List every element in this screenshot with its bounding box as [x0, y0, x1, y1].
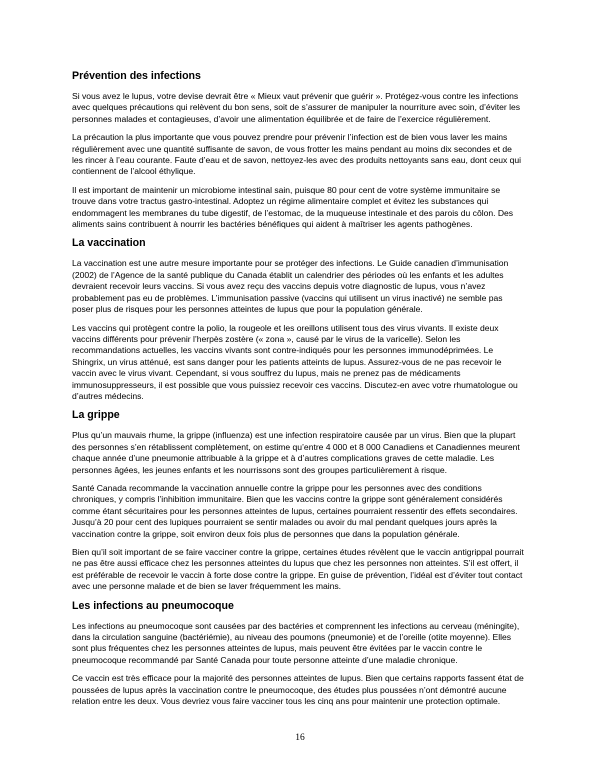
section-heading: Les infections au pneumocoque: [72, 599, 234, 612]
paragraph: La précaution la plus importante que vous pouvez prendre pour prévenir l’infection est de bien vous laver les mains régulièrement avec une quantité suffisante de savon, de vous frotter les mains pendant au moins dix secondes et de les rincer à l’eau courante. Faute d’eau et de savon, nettoyez-les avec des produits nettoyants sans eau, dont ceux qui contiennent de l’alcool éthylique.: [72, 132, 522, 177]
section-heading: La vaccination: [72, 237, 146, 250]
paragraph: Les vaccins qui protègent contre la polio, la rougeole et les oreillons utilisent tous des virus vivants. Il existe deux vaccins différents pour prévenir l’herpès zostère (« zona », causé par le virus de la varicelle). Selon les recommandations actuelles, les vaccins vivants sont contre-indiqués pour les personnes immunodéprimées. Le Shingrix, un virus atténué, est sans danger pour les patients atteints de lupus. Assurez-vous de ne pas recevoir le vaccin avec le virus vivant. Cependant, si vous souffrez du lupus, mais ne prenez pas de médicaments immunosuppresseurs, il est possible que vous puissiez recevoir ces vaccins. Discutez-en avec votre rhumatologue ou d’autres médecins.: [72, 322, 518, 401]
section-vaccination: [72, 237, 524, 402]
section-heading: La grippe: [72, 409, 120, 422]
section-infection-prevention: [72, 70, 524, 230]
paragraph: Plus qu’un mauvais rhume, la grippe (influenza) est une infection respiratoire causée par un virus. Bien que la plupart des personnes s’en rétablissent complètement, on estime qu’entre 4 000 et 8 000 Canadiens et Canadiennes meurent chaque année d’une pneumonie attribuable à la grippe et à d’autres complications graves de cette maladie. Les personnes âgées, les jeunes enfants et les nourrissons sont des groupes particulièrement à risque.: [72, 430, 520, 475]
paragraph: Santé Canada recommande la vaccination annuelle contre la grippe pour les personnes avec des conditions chroniques, y compris l’inhibition immunitaire. Bien que les vaccins contre la grippe sont généralement considérés comme étant sécuritaires pour les personnes atteintes de lupus, certaines pourraient ressentir des effets secondaires. Jusqu’à 20 pour cent des lupiques pourraient se sentir malades ou avoir du mal pendant quelques jours après la vaccination contre la grippe, soit environ deux fois plus de personnes que dans la population générale.: [72, 482, 518, 539]
paragraph: Il est important de maintenir un microbiome intestinal sain, puisque 80 pour cent de votre système immunitaire se trouve dans votre tractus gastro-intestinal. Adoptez un régime alimentaire complet et évitez les substances qui endommagent les membranes du tube digestif, de l’estomac, de la muqueuse intestinale et des parois du côlon. Des aliments sains contribuent à nourrir les bactéries bénéfiques qui aident à maîtriser les agents pathogènes.: [72, 184, 514, 230]
document-page: [72, 70, 524, 714]
section-pneumococcal: [72, 600, 524, 708]
paragraph: La vaccination est une autre mesure importante pour se protéger des infections. Le Guide canadien d’immunisation (2002) de l’Agence de la santé publique du Canada établit un calendrier des périodes où les enfants et les adultes devraient recevoir leurs vaccins. Si vous avez reçu des vaccins depuis votre diagnostic de lupus, vous n’avez probablement pas eu de problèmes. L’immunisation passive (vaccins qui utilisent un virus inactivé) ne semble pas poser plus de risques pour les personnes atteintes de lupus que pour la population générale.: [72, 258, 509, 315]
paragraph: Ce vaccin est très efficace pour la majorité des personnes atteintes de lupus. Bien que certains rapports fassent état de poussées de lupus après la vaccination contre le pneumocoque, des études plus poussées n’ont démontré aucune relation entre les deux. Vous devriez vous faire vacciner tous les cinq ans pour maintenir une protection optimale.: [72, 673, 524, 707]
section-flu: [72, 409, 524, 592]
paragraph: Si vous avez le lupus, votre devise devrait être « Mieux vaut prévenir que guérir ». Protégez-vous contre les infections avec quelques précautions qui relèvent du bon sens, soit de s’assurer de manipuler la nourriture avec soin, d’éviter les personnes malades et contagieuses, d’avoir une alimentation équilibrée et de faire de l’exercice régulièrement.: [72, 91, 521, 124]
section-heading: Prévention des infections: [72, 70, 201, 82]
page-number: 16: [295, 733, 305, 743]
paragraph: Les infections au pneumocoque sont causées par des bactéries et comprennent les infections au cerveau (méningite), dans la circulation sanguine (bactériémie), au niveau des poumons (pneumonie) et de l’oreille (otite moyenne). Elles sont plus fréquentes chez les personnes atteintes de lupus, mais peuvent être évitées par le vaccin contre le pneumocoque recommandé par Santé Canada pour toute personne atteinte d’une maladie chronique.: [72, 620, 520, 665]
paragraph: Bien qu’il soit important de se faire vacciner contre la grippe, certaines études révèlent que le vaccin antigrippal pourrait ne pas être aussi efficace chez les personnes atteintes du lupus que chez les personnes non atteintes. S’il est offert, il est préférable de recevoir le vaccin à forte dose contre la grippe. En guise de prévention, l’idéal est d’éviter tout contact avec une personne malade et de bien se laver fréquemment les mains.: [72, 547, 524, 592]
